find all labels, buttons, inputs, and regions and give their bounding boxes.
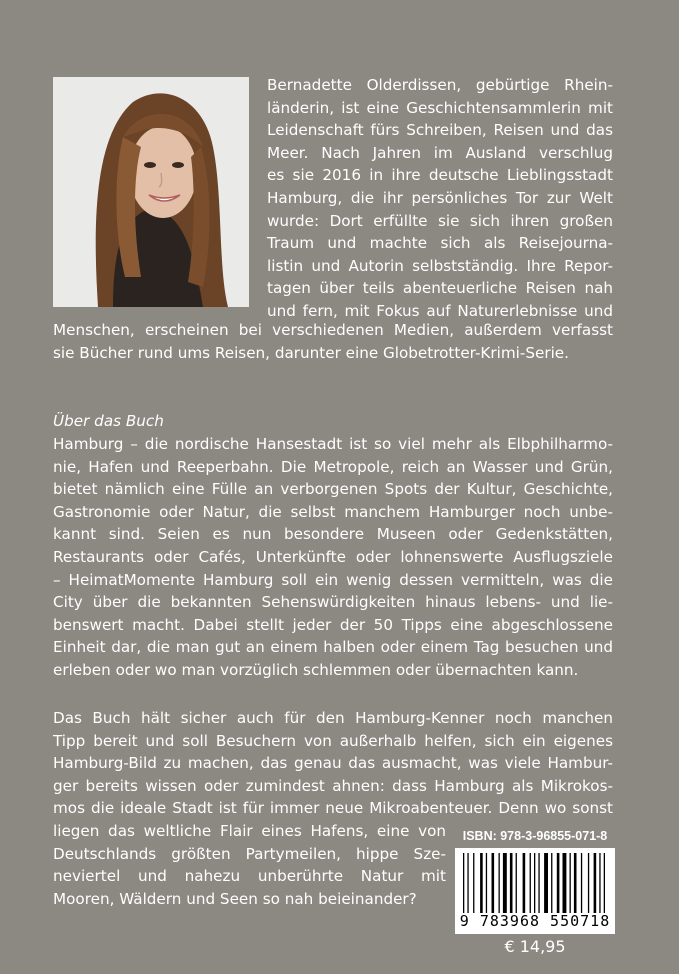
author-portrait-image: [53, 77, 249, 307]
text-line: City über die bekannten Sehenswürdigkeiten hinaus lebens- und lie-: [53, 593, 613, 612]
barcode-digits: 9 783968 550718: [459, 912, 611, 930]
book-paragraph-3: [53, 820, 446, 910]
text-line: Mooren, Wäldern und Seen so nah beieinander?: [53, 889, 417, 908]
text-line: Restaurants oder Cafés, Unterkünfte oder lohnenswerte Ausflugsziele: [53, 547, 613, 566]
bio-line: und fern, mit Fokus auf Naturerlebnisse und: [267, 301, 613, 320]
bio-line: Meer. Nach Jahren im Ausland verschlug: [267, 143, 613, 162]
bio-line: Traum und machte sich als Reisejourna-: [267, 234, 613, 253]
text-line: ger bereits wissen oder zumindest ahnen: dass Hamburg als Mikrokos-: [53, 776, 613, 795]
bio-line: Menschen, erscheinen bei verschiedenen Medien, außerdem verfasst: [53, 321, 613, 339]
isbn-label: ISBN: 978-3-96855-071-8: [462, 829, 608, 843]
book-paragraph-2: [53, 707, 613, 820]
text-line: Einheit dar, die man gut an einem halben oder einem Tag besuchen und: [53, 638, 613, 657]
about-book-heading: Über das Buch: [53, 412, 164, 430]
text-line: erleben oder wo man vorzüglich schlemmen oder übernachten kann.: [53, 660, 579, 679]
barcode-bars: [461, 853, 609, 913]
text-line: neviertel und nahezu unberührte Natur mit: [53, 867, 446, 886]
bio-line: länderin, ist eine Geschichtensammlerin mit: [267, 98, 613, 117]
text-line: – HeimatMomente Hamburg soll ein wenig dessen vermitteln, was die: [53, 570, 613, 589]
bio-line: es sie 2016 in ihre deutsche Lieblingsstadt: [267, 166, 613, 185]
author-bio-intro: [267, 74, 613, 323]
text-line: Hamburg – die nordische Hansestadt ist so viel mehr als Elbphilharmo-: [53, 435, 613, 453]
text-line: mos die ideale Stadt ist für immer neue Mikroabenteuer. Denn wo sonst: [53, 799, 613, 818]
text-line: bietet nämlich eine Fülle an verborgenen Spots der Kultur, Geschichte,: [53, 480, 613, 499]
bio-line: Leidenschaft fürs Schreiben, Reisen und das: [267, 121, 613, 140]
price: € 14,95: [504, 937, 566, 956]
text-line: kannt sind. Seien es nun besondere Museen oder Gedenkstätten,: [53, 525, 613, 544]
bio-line: wurde: Dort erfüllte sie sich ihren großen: [267, 211, 613, 230]
text-line: Tipp bereit und soll Besuchern von außerhalb helfen, sich ein eigenes: [53, 731, 613, 750]
text-line: liegen das weltliche Flair eines Hafens, eine von: [53, 822, 446, 840]
text-line: Hamburg-Bild zu machen, das genau das ausmacht, was viele Hambur-: [53, 754, 613, 773]
bio-line: Bernadette Olderdissen, gebürtige Rhein-: [267, 76, 613, 94]
bio-line: Hamburg, die ihr persönliches Tor zur Welt: [267, 188, 613, 207]
text-line: benswert macht. Dabei stellt jeder der 50 Tipps eine abgeschlossene: [53, 615, 613, 634]
about-book-text: [53, 433, 613, 682]
text-line: Gastronomie oder Natur, die selbst manchem Hamburger noch unbe-: [53, 502, 613, 521]
bio-line: sie Bücher rund ums Reisen, darunter eine Globetrotter-Krimi-Serie.: [53, 343, 569, 362]
author-bio-rest: [53, 319, 613, 364]
isbn-barcode: [455, 848, 615, 934]
author-photo: [53, 77, 249, 307]
bio-line: listin und Autorin selbstständig. Ihre Repor-: [267, 256, 613, 275]
bio-line: tagen über teils abenteuerliche Reisen nah: [267, 279, 613, 298]
text-line: Das Buch hält sicher auch für den Hamburg-Kenner noch manchen: [53, 709, 613, 727]
text-line: nie, Hafen und Reeperbahn. Die Metropole, reich an Wasser und Grün,: [53, 457, 613, 476]
text-line: Deutschlands größten Partymeilen, hippe Sze-: [53, 844, 446, 863]
